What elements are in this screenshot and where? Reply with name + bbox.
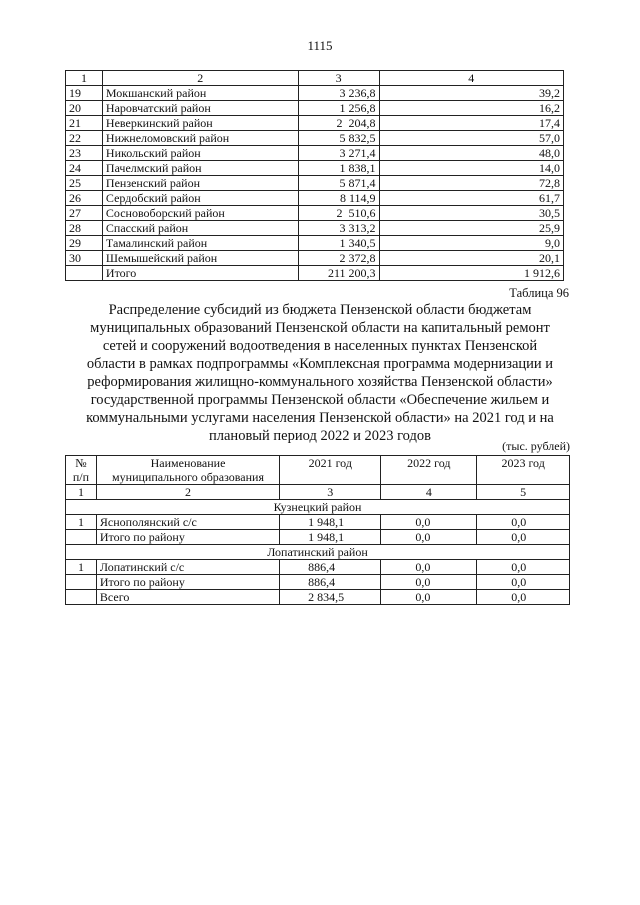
subtotal-2023: 0,0 — [477, 575, 570, 590]
district-name: Спасский район — [102, 221, 298, 236]
row-number: 30 — [66, 251, 103, 266]
value-col3: 8 114,9 — [298, 191, 379, 206]
subtotal-row — [66, 530, 570, 545]
value-col3: 5 871,4 — [298, 176, 379, 191]
header-2023: 2023 год — [477, 456, 570, 485]
grand-total-2022: 0,0 — [381, 590, 477, 605]
title-line: плановый период 2022 и 2023 годов — [209, 428, 431, 444]
value-col4: 14,0 — [379, 161, 563, 176]
table-label: Таблица 96 — [509, 286, 569, 300]
value-col4: 57,0 — [379, 131, 563, 146]
table-row — [66, 236, 564, 251]
title-line: сетей и сооружений водоотведения в населенных пунктах Пензенской — [102, 338, 538, 354]
row-number: 19 — [66, 86, 103, 101]
value-2022: 0,0 — [381, 560, 477, 575]
title-line: реформирования жилищно-коммунального хозяйства Пензенской области» — [87, 374, 553, 390]
col-number-3: 3 — [298, 71, 379, 86]
header-number: № п/п — [66, 456, 97, 485]
title-line: муниципальных образований Пензенской области на капитальный ремонт — [90, 320, 550, 336]
municipality-name: Лопатинский с/с — [96, 560, 279, 575]
title-line: области в рамках подпрограммы «Комплексная программа модернизации и — [86, 356, 554, 372]
value-2021: 886,4 — [280, 560, 381, 575]
header-2022: 2022 год — [381, 456, 477, 485]
grand-total-2023: 0,0 — [477, 590, 570, 605]
section-title: Лопатинский район — [66, 545, 570, 560]
row-number: 21 — [66, 116, 103, 131]
row-number: 1 — [66, 515, 97, 530]
value-col4: 48,0 — [379, 146, 563, 161]
col-number-4: 4 — [381, 485, 477, 500]
row-number: 24 — [66, 161, 103, 176]
row-number: 27 — [66, 206, 103, 221]
value-col3: 2 510,6 — [298, 206, 379, 221]
value-col4: 39,2 — [379, 86, 563, 101]
title-line: государственной программы Пензенской области «Обеспечение жильем и — [90, 392, 550, 408]
row-number: 22 — [66, 131, 103, 146]
header-row — [66, 456, 570, 485]
row-number: 23 — [66, 146, 103, 161]
district-name: Мокшанский район — [102, 86, 298, 101]
col-number-3: 3 — [280, 485, 381, 500]
value-2023: 0,0 — [477, 515, 570, 530]
district-name: Сердобский район — [102, 191, 298, 206]
row-number: 1 — [66, 560, 97, 575]
total-label: Итого — [102, 266, 298, 281]
district-name: Нижнеломовский район — [102, 131, 298, 146]
subtotal-label: Итого по району — [96, 530, 279, 545]
total-col3: 211 200,3 — [298, 266, 379, 281]
total-row — [66, 266, 564, 281]
grand-total-2021: 2 834,5 — [280, 590, 381, 605]
value-col3: 3 236,8 — [298, 86, 379, 101]
col-number-1: 1 — [66, 485, 97, 500]
header-name: Наименование муниципального образования — [96, 456, 279, 485]
row-number: 20 — [66, 101, 103, 116]
table-row — [66, 161, 564, 176]
table-row — [66, 101, 564, 116]
table-row — [66, 116, 564, 131]
value-col3: 5 832,5 — [298, 131, 379, 146]
subtotal-2022: 0,0 — [381, 575, 477, 590]
value-col3: 1 340,5 — [298, 236, 379, 251]
municipality-name: Яснополянский с/с — [96, 515, 279, 530]
district-name: Наровчатский район — [102, 101, 298, 116]
value-col4: 72,8 — [379, 176, 563, 191]
value-col3: 2 372,8 — [298, 251, 379, 266]
district-name: Пачелмский район — [102, 161, 298, 176]
subtotal-label: Итого по району — [96, 575, 279, 590]
subtotal-2021: 886,4 — [280, 575, 381, 590]
title-line: коммунальными услугами населения Пензенской области» на 2021 год и на — [86, 410, 554, 426]
district-name: Пензенский район — [102, 176, 298, 191]
subtotal-2023: 0,0 — [477, 530, 570, 545]
value-col4: 20,1 — [379, 251, 563, 266]
table-row — [66, 560, 570, 575]
page-number: 1115 — [307, 38, 333, 53]
district-name: Шемышейский район — [102, 251, 298, 266]
subtotal-2022: 0,0 — [381, 530, 477, 545]
table-row — [66, 146, 564, 161]
subtotal-2021: 1 948,1 — [280, 530, 381, 545]
row-number: 25 — [66, 176, 103, 191]
value-col3: 3 271,4 — [298, 146, 379, 161]
table-row — [66, 86, 564, 101]
table-title — [60, 301, 580, 445]
section-header-row — [66, 500, 570, 515]
grand-total-label: Всего — [96, 590, 279, 605]
district-name: Никольский район — [102, 146, 298, 161]
grand-total-row — [66, 590, 570, 605]
value-2023: 0,0 — [477, 560, 570, 575]
value-col4: 16,2 — [379, 101, 563, 116]
table-row — [66, 191, 564, 206]
districts-table-continuation — [65, 70, 564, 281]
value-2022: 0,0 — [381, 515, 477, 530]
value-col4: 61,7 — [379, 191, 563, 206]
col-number-2: 2 — [102, 71, 298, 86]
table-row — [66, 251, 564, 266]
table-row — [66, 176, 564, 191]
section-header-row — [66, 545, 570, 560]
row-number: 26 — [66, 191, 103, 206]
value-col3: 1 838,1 — [298, 161, 379, 176]
column-number-row — [66, 71, 564, 86]
district-name: Неверкинский район — [102, 116, 298, 131]
value-col3: 2 204,8 — [298, 116, 379, 131]
row-number: 28 — [66, 221, 103, 236]
table-row — [66, 131, 564, 146]
value-col4: 9,0 — [379, 236, 563, 251]
district-name: Тамалинский район — [102, 236, 298, 251]
col-number-5: 5 — [477, 485, 570, 500]
value-2021: 1 948,1 — [280, 515, 381, 530]
col-number-1: 1 — [66, 71, 103, 86]
title-line: Распределение субсидий из бюджета Пензенской области бюджетам — [108, 302, 532, 318]
subsidies-table — [65, 455, 570, 605]
table-row — [66, 515, 570, 530]
value-col4: 30,5 — [379, 206, 563, 221]
units-note: (тыс. рублей) — [502, 439, 570, 453]
header-2021: 2021 год — [280, 456, 381, 485]
total-col4: 1 912,6 — [379, 266, 563, 281]
col-number-4: 4 — [379, 71, 563, 86]
col-number-2: 2 — [96, 485, 279, 500]
district-name: Сосновоборский район — [102, 206, 298, 221]
section-title: Кузнецкий район — [66, 500, 570, 515]
value-col4: 25,9 — [379, 221, 563, 236]
row-number: 29 — [66, 236, 103, 251]
value-col3: 3 313,2 — [298, 221, 379, 236]
table-row — [66, 221, 564, 236]
column-number-row — [66, 485, 570, 500]
subtotal-row — [66, 575, 570, 590]
table-row — [66, 206, 564, 221]
value-col3: 1 256,8 — [298, 101, 379, 116]
value-col4: 17,4 — [379, 116, 563, 131]
